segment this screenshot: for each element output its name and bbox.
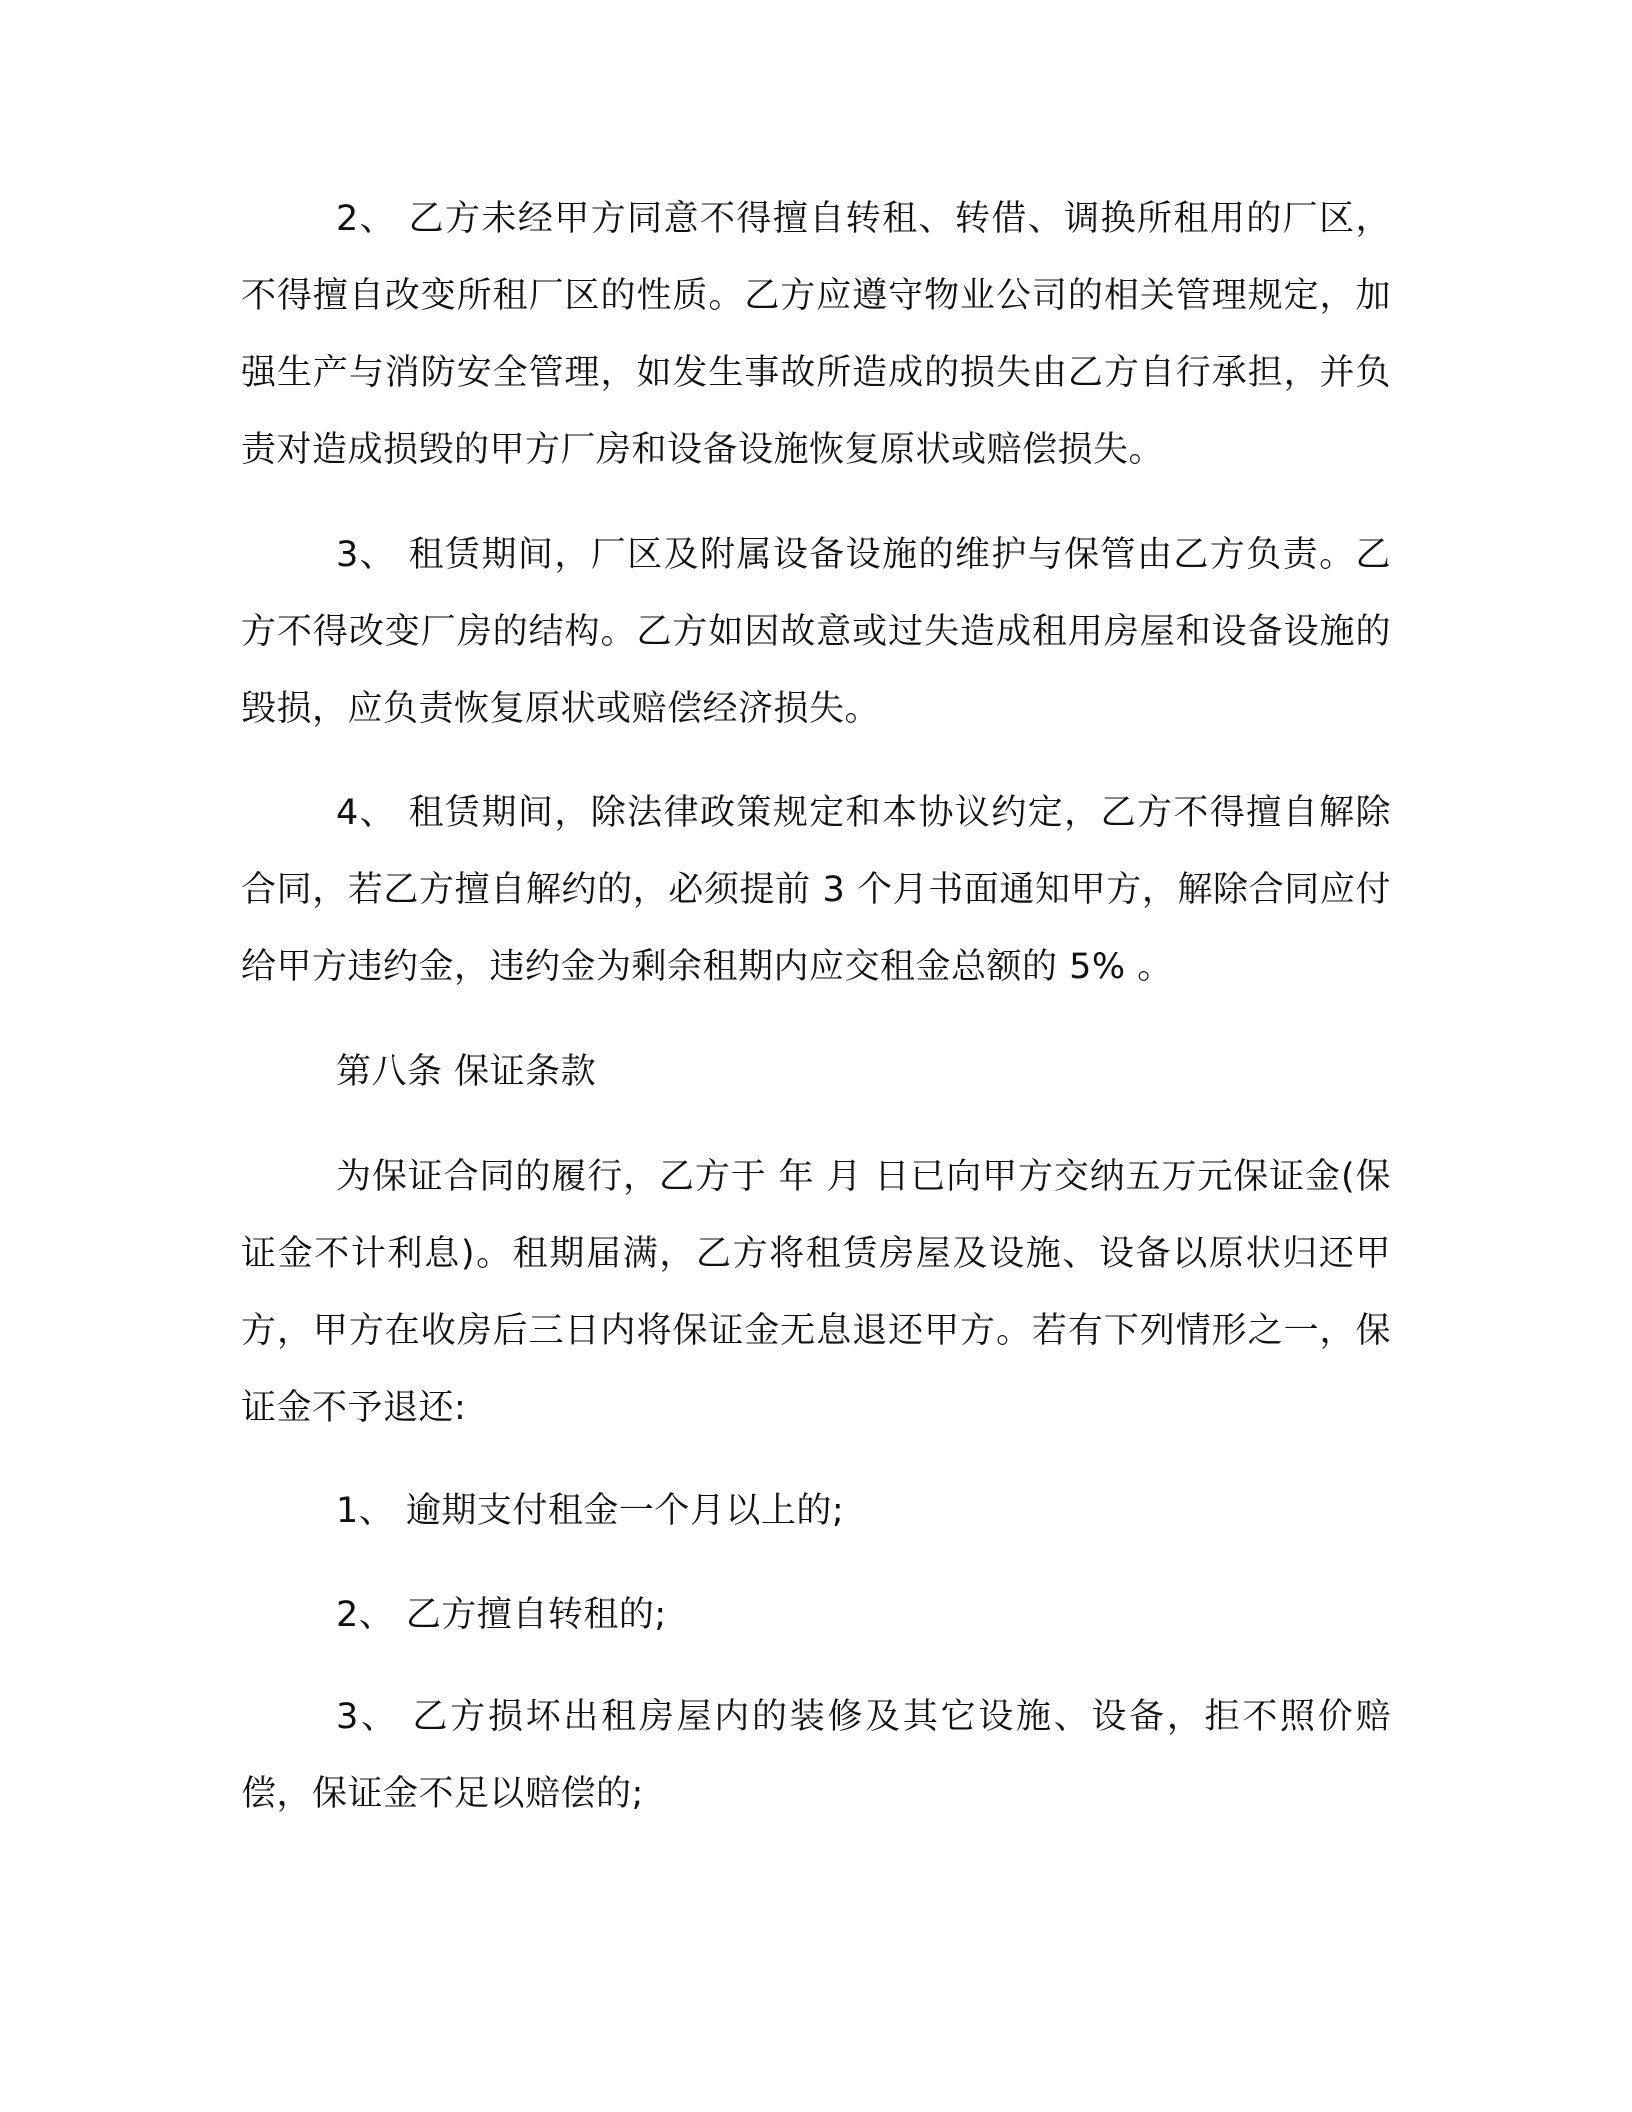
clause-2-sublet: 2、 乙方未经甲方同意不得擅自转租、转借、调换所租用的厂区，不得擅自改变所租厂区的性质。乙方应遵守物业公司的相关管理规定，加强生产与消防安全管理，如发生事故所造成的损失由乙方自行承担，并负责对造成损毁的甲方厂房和设备设施恢复原状或赔偿损失。 (241, 199, 1391, 470)
deposit-paragraph: 为保证合同的履行，乙方于 年 月 日已向甲方交纳五万元保证金(保证金不计利息)。租期届满，乙方将租赁房屋及设施、设备以原状归还甲方，甲方在收房后三日内将保证金无息退还甲方。若有下列情形之一，保证金不予退还: (241, 1157, 1391, 1428)
deposit-item-1: 1、 逾期支付租金一个月以上的; (336, 1491, 845, 1531)
clause-4-termination: 4、 租赁期间，除法律政策规定和本协议约定，乙方不得擅自解除合同，若乙方擅自解约的，必须提前 3 个月书面通知甲方，解除合同应付给甲方违约金，违约金为剩余租期内应交租金总额的 5% 。 (241, 793, 1391, 987)
article-8-heading: 第八条 保证条款 (336, 1052, 597, 1092)
deposit-item-3: 3、 乙方损坏出租房屋内的装修及其它设施、设备，拒不照价赔偿，保证金不足以赔偿的; (241, 1697, 1391, 1814)
deposit-item-2: 2、 乙方擅自转租的; (336, 1595, 667, 1635)
clause-3-maintenance: 3、 租赁期间，厂区及附属设备设施的维护与保管由乙方负责。乙方不得改变厂房的结构。乙方如因故意或过失造成租用房屋和设备设施的毁损，应负责恢复原状或赔偿经济损失。 (241, 535, 1391, 729)
